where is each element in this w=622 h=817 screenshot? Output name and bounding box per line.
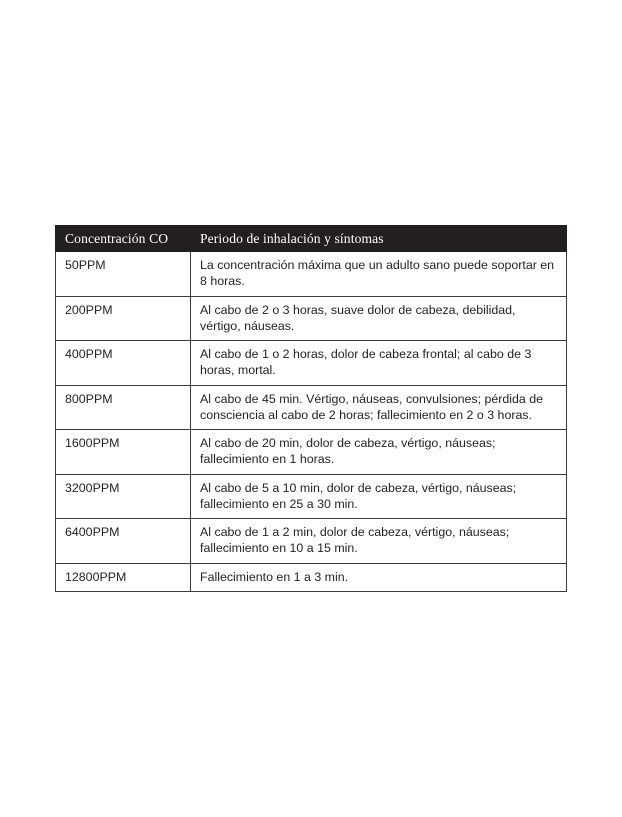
header-row [56,226,567,252]
table-row [56,385,567,430]
symptoms-cell: Al cabo de 1 o 2 horas, dolor de cabeza frontal; al cabo de 3 horas, mortal. [191,341,567,386]
concentration-cell: 1600PPM [56,430,191,475]
concentration-cell: 400PPM [56,341,191,386]
table-row [56,474,567,519]
table-row [56,296,567,341]
concentration-cell: 50PPM [56,252,191,297]
concentration-cell: 200PPM [56,296,191,341]
symptoms-cell: La concentración máxima que un adulto sano puede soportar en 8 horas. [191,252,567,297]
concentration-cell: 800PPM [56,385,191,430]
co-concentration-table [55,225,567,592]
concentration-cell: 12800PPM [56,563,191,591]
header-symptoms: Periodo de inhalación y síntomas [191,226,567,252]
symptoms-cell: Al cabo de 2 o 3 horas, suave dolor de cabeza, debilidad, vértigo, náuseas. [191,296,567,341]
table-header [56,226,567,252]
table-row [56,341,567,386]
table-body [56,252,567,592]
table-row [56,430,567,475]
symptoms-cell: Al cabo de 1 a 2 min, dolor de cabeza, vértigo, náuseas; fallecimiento en 10 a 15 min. [191,519,567,564]
table-row [56,519,567,564]
symptoms-cell: Fallecimiento en 1 a 3 min. [191,563,567,591]
concentration-cell: 6400PPM [56,519,191,564]
table-row [56,252,567,297]
symptoms-cell: Al cabo de 5 a 10 min, dolor de cabeza, vértigo, náuseas; fallecimiento en 25 a 30 min. [191,474,567,519]
symptoms-cell: Al cabo de 45 min. Vértigo, náuseas, convulsiones; pérdida de consciencia al cabo de 2 horas; fallecimiento en 2 o 3 horas. [191,385,567,430]
table-row [56,563,567,591]
header-concentration: Concentración CO [56,226,191,252]
concentration-cell: 3200PPM [56,474,191,519]
symptoms-cell: Al cabo de 20 min, dolor de cabeza, vértigo, náuseas; fallecimiento en 1 horas. [191,430,567,475]
